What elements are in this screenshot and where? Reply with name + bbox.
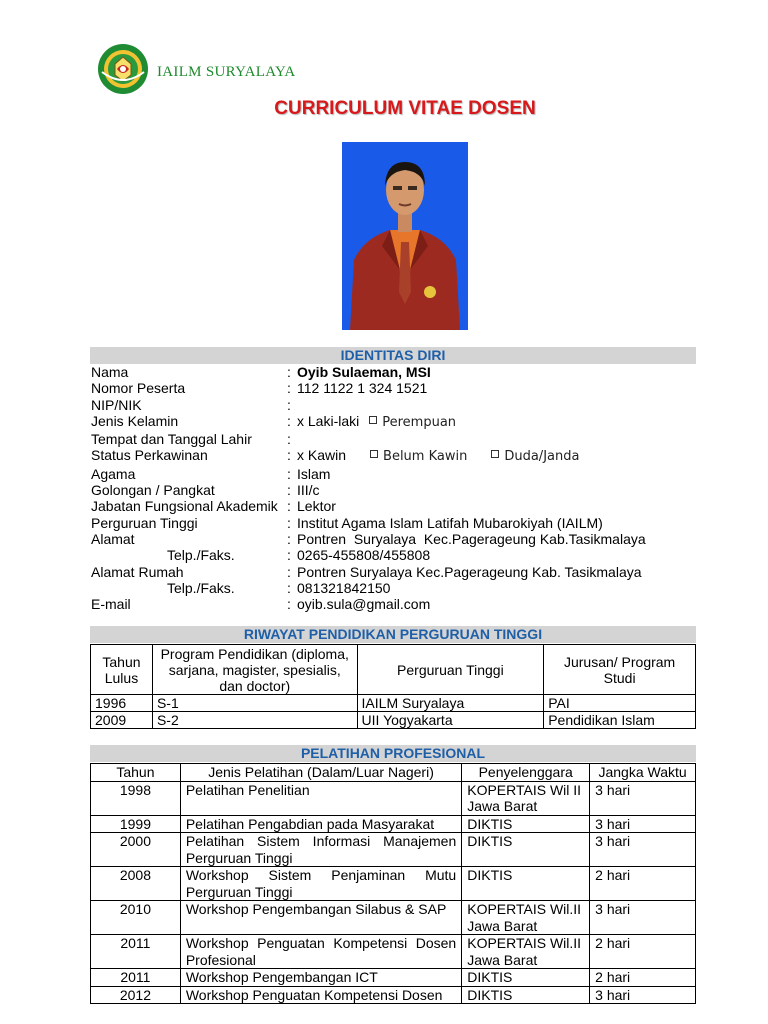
label-perguruan-tinggi: Perguruan Tinggi	[91, 514, 198, 531]
value-agama: Islam	[297, 465, 331, 482]
label-status: Status Perkawinan	[91, 447, 208, 464]
pelatihan-header-row	[91, 764, 696, 782]
table-row: 2009 S-2 UII Yogyakarta Pendidikan Islam	[91, 712, 696, 729]
row-perguruan-tinggi: Perguruan Tinggi : Institut Agama Islam Latifah Mubarokiyah (IAILM)	[91, 515, 711, 531]
value-alamat-rumah: Pontren Suryalaya Kec.Pagerageung Kab. Tasikmalaya	[297, 563, 642, 580]
label-telp-rumah: Telp./Faks.	[167, 579, 235, 596]
table-row: 2000 Pelatihan Sistem Informasi Manajemen Perguruan Tinggi DIKTIS 3 hari	[91, 833, 696, 867]
table-row: 1996 S-1 IAILM Suryalaya PAI	[91, 695, 696, 712]
section-pendidikan-heading: RIWAYAT PENDIDIKAN PERGURUAN TINGGI	[90, 626, 696, 643]
table-row: 2011 Workshop Pengembangan ICT DIKTIS 2 hari	[91, 969, 696, 987]
value-golongan: III/c	[297, 482, 320, 499]
row-golongan: Golongan / Pangkat : III/c	[91, 482, 711, 498]
value-nama: Oyib Sulaeman, MSI	[297, 364, 431, 380]
header-jangka-waktu: Jangka Waktu	[590, 764, 696, 782]
row-telp-kantor: Telp./Faks. : 0265-455808/455808	[91, 547, 711, 563]
identitas-table	[91, 364, 711, 612]
value-telp-kantor: 0265-455808/455808	[297, 547, 431, 564]
label-golongan: Golongan / Pangkat	[91, 482, 215, 499]
label-jenis-kelamin: Jenis Kelamin	[91, 412, 179, 429]
value-nomor-peserta: 112 1122 1 324 1521	[297, 380, 428, 397]
value-nip	[297, 397, 711, 413]
label-ttl: Tempat dan Tanggal Lahir	[91, 431, 252, 448]
profile-photo	[342, 142, 468, 330]
table-row: 1999 Pelatihan Pengabdian pada Masyarakat DIKTIS 3 hari	[91, 815, 696, 833]
value-ttl	[297, 431, 711, 447]
table-row: 2010 Workshop Pengembangan Silabus & SAP KOPERTAIS Wil.II Jawa Barat 3 hari	[91, 901, 696, 935]
row-email: E-mail : oyib.sula@gmail.com	[91, 596, 711, 612]
pendidikan-header-row	[91, 645, 696, 695]
row-alamat-rumah: Alamat Rumah : Pontren Suryalaya Kec.Pagerageung Kab. Tasikmalaya	[91, 564, 711, 580]
label-nama: Nama	[91, 364, 129, 380]
pelatihan-table	[90, 763, 696, 1004]
section-pelatihan-heading: PELATIHAN PROFESIONAL	[90, 745, 696, 762]
label-jabatan: Jabatan Fungsional Akademik	[91, 498, 278, 515]
label-alamat-rumah: Alamat Rumah	[91, 563, 184, 580]
jenis-kelamin-selected: x Laki-laki	[297, 412, 360, 429]
checkbox-duda-janda	[491, 450, 499, 458]
label-alamat: Alamat	[91, 530, 135, 547]
table-row: 1998 Pelatihan Penelitian KOPERTAIS Wil II Jawa Barat 3 hari	[91, 781, 696, 815]
header-tahun-lulus: Tahun Lulus	[91, 645, 153, 695]
header-jurusan: Jurusan/ Program Studi	[544, 645, 696, 695]
row-agama: Agama : Islam	[91, 466, 711, 482]
row-telp-rumah: Telp./Faks. : 081321842150	[91, 580, 711, 596]
row-status: Status Perkawinan : x Kawin Belum Kawin Duda/Janda	[91, 447, 580, 465]
value-alamat: Pontren Suryalaya Kec.Pagerageung Kab.Tasikmalaya	[297, 530, 646, 547]
header-tahun: Tahun	[91, 764, 181, 782]
row-nama: Nama : Oyib Sulaeman, MSI	[91, 364, 431, 380]
status-selected: x Kawin	[297, 447, 347, 464]
value-telp-rumah: 081321842150	[297, 579, 391, 596]
row-ttl: Tempat dan Tanggal Lahir :	[91, 431, 711, 447]
label-nip: NIP/NIK	[91, 396, 142, 413]
row-jabatan: Jabatan Fungsional Akademik : Lektor	[91, 498, 711, 514]
institution-logo	[96, 42, 150, 96]
label-agama: Agama	[91, 465, 136, 482]
table-row: 2012 Workshop Penguatan Kompetensi Dosen DIKTIS 3 hari	[91, 986, 696, 1004]
label-nomor-peserta: Nomor Peserta	[91, 380, 186, 397]
row-nip: NIP/NIK :	[91, 397, 711, 413]
table-row: 2008 Workshop Sistem Penjaminan Mutu Perguruan Tinggi DIKTIS 2 hari	[91, 867, 696, 901]
header-penyelenggara: Penyelenggara	[462, 764, 590, 782]
value-perguruan-tinggi: Institut Agama Islam Latifah Mubarokiyah (IAILM)	[297, 514, 603, 531]
value-jabatan: Lektor	[297, 498, 336, 515]
institution-name: IAILM SURYALAYA	[157, 64, 296, 80]
header-jenis-pelatihan: Jenis Pelatihan (Dalam/Luar Nageri)	[180, 764, 461, 782]
row-jenis-kelamin: Jenis Kelamin : x Laki-laki Perempuan	[91, 412, 457, 430]
header-perguruan-tinggi: Perguruan Tinggi	[357, 645, 544, 695]
checkbox-belum-kawin	[370, 450, 378, 458]
status-option-duda-janda: Duda/Janda	[504, 449, 580, 465]
checkbox-perempuan	[369, 416, 377, 424]
document-title: CURRICULUM VITAE DOSEN	[274, 98, 536, 119]
section-identitas-heading: IDENTITAS DIRI	[90, 347, 696, 364]
label-telp-kantor: Telp./Faks.	[167, 547, 235, 564]
pendidikan-table	[90, 644, 696, 729]
row-alamat: Alamat : Pontren Suryalaya Kec.Pagerageung Kab.Tasikmalaya	[91, 531, 711, 547]
jenis-kelamin-option-perempuan: Perempuan	[382, 414, 457, 430]
row-nomor-peserta: Nomor Peserta : 112 1122 1 324 1521	[91, 380, 711, 396]
header-program: Program Pendidikan (diploma, sarjana, magister, spesialis, dan doctor)	[152, 645, 357, 695]
table-row: 2011 Workshop Penguatan Kompetensi Dosen Profesional KOPERTAIS Wil.II Jawa Barat 2 hari	[91, 935, 696, 969]
value-email: oyib.sula@gmail.com	[297, 596, 431, 613]
status-option-belum-kawin: Belum Kawin	[383, 449, 468, 465]
label-email: E-mail	[91, 596, 131, 613]
